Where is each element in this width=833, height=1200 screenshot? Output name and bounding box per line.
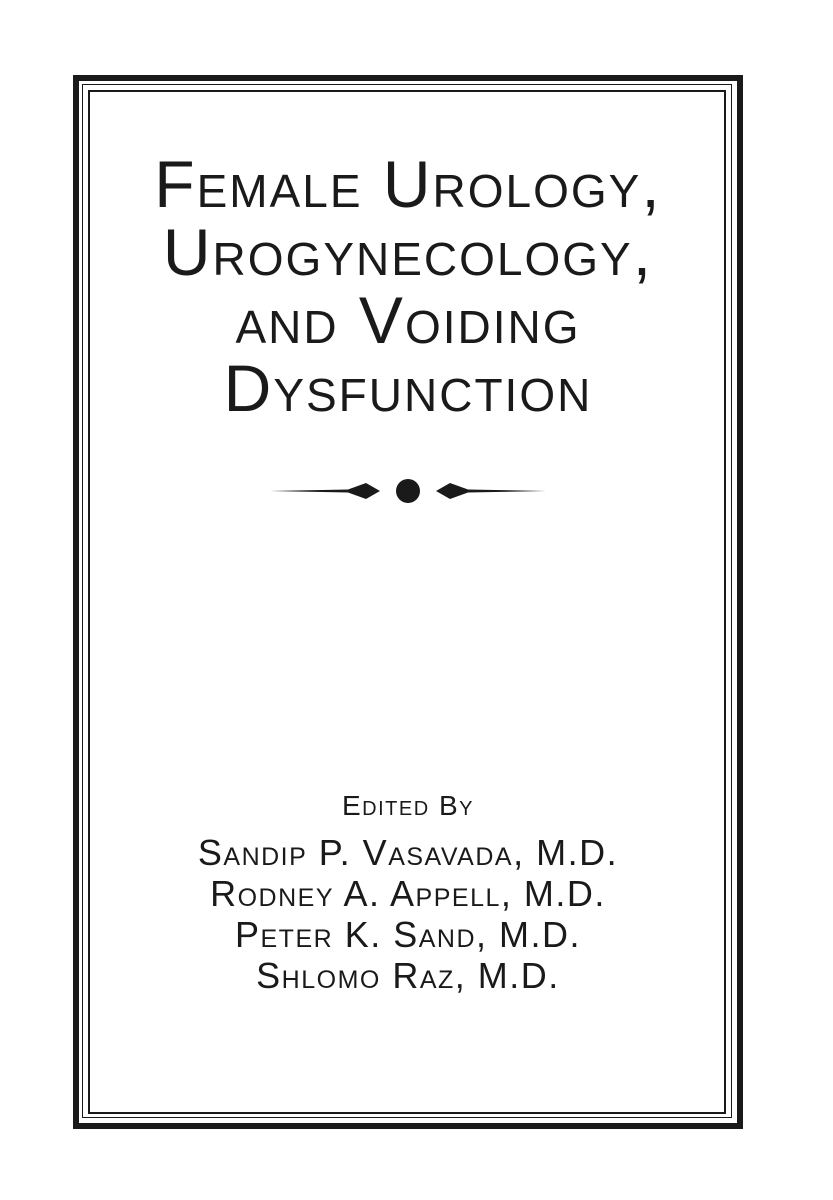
title-line-3: and Voiding [235,283,581,357]
title-line-4: Dysfunction [223,351,593,425]
editor-name: Rodney A. Appell, M.D. [210,873,606,914]
editor-name: Sandip P. Vasavada, M.D. [197,832,619,873]
center-dot-shape [396,479,420,503]
left-spindle-shape [270,483,380,499]
editor-name: Shlomo Raz, M.D. [256,955,560,996]
right-spindle-shape [436,483,546,499]
editor-name: Peter K. Sand, M.D. [235,914,581,955]
title-line-1: Female Urology, [154,147,662,221]
title-line-2: Urogynecology, [162,215,654,289]
book-title [88,147,728,425]
editors-section [88,788,728,996]
dot-and-spindles-ornament-icon [270,474,546,508]
edited-by-label: Edited By [342,790,474,821]
